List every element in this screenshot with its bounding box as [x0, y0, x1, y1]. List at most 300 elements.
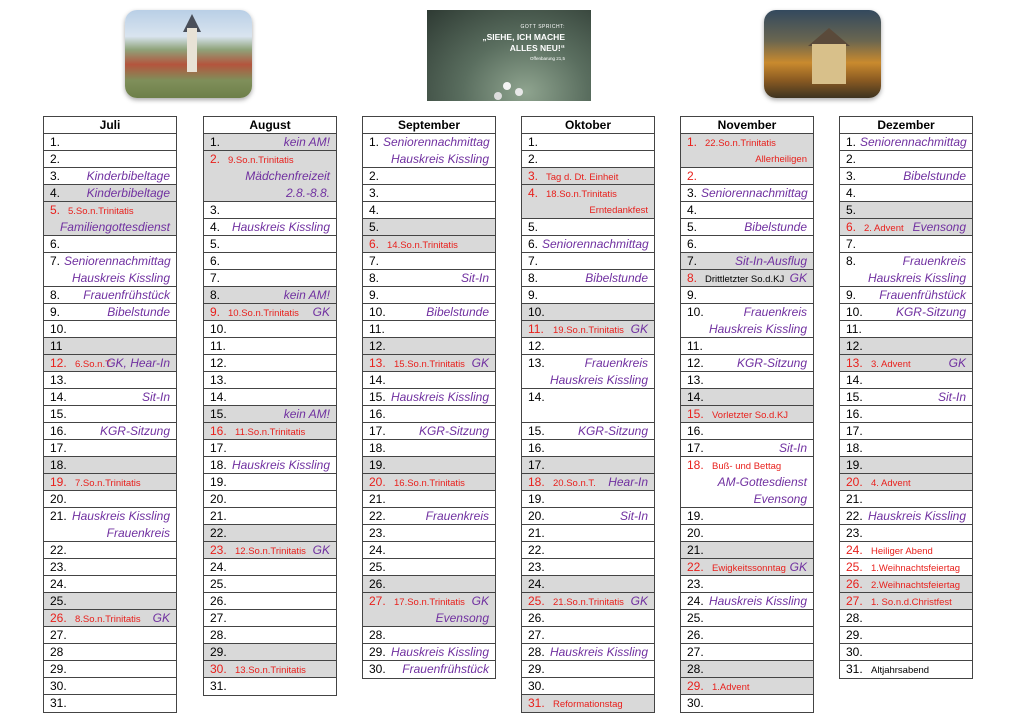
day-row	[363, 321, 495, 338]
day-number: 5.	[210, 237, 221, 251]
day-number: 22.	[369, 509, 386, 523]
day-row	[44, 236, 176, 253]
day-row	[681, 355, 813, 372]
day-row	[840, 525, 972, 542]
day-number: 29.	[210, 645, 227, 659]
day-number: 22.	[528, 543, 545, 557]
day-row	[522, 559, 654, 576]
day-row	[681, 372, 813, 389]
day-row	[681, 525, 813, 542]
day-number: 30.	[687, 696, 704, 710]
day-row	[204, 270, 336, 287]
day-row	[681, 508, 813, 525]
event-label: Frauenkreis	[584, 356, 648, 370]
day-number: 10.	[687, 305, 704, 319]
event-label: Hauskreis Kissling	[708, 322, 807, 336]
day-number: 30.	[210, 662, 227, 676]
day-number: 4.	[369, 203, 380, 217]
day-row	[204, 525, 336, 542]
event-label: kein AM!	[283, 135, 330, 149]
day-number: 27.	[687, 645, 704, 659]
day-number: 16.	[50, 424, 67, 438]
event-label: Frauenfrühstück	[402, 662, 489, 676]
month-title: Dezember	[840, 117, 972, 134]
day-number: 26.	[846, 577, 863, 591]
day-number: 18.	[846, 441, 863, 455]
event-label: Frauenkreis	[743, 305, 807, 319]
event-label: Sit-In	[778, 441, 807, 455]
event-label: GK	[948, 356, 966, 370]
day-row	[44, 355, 176, 372]
holiday-label: 11.So.n.Trinitatis	[235, 427, 306, 438]
day-row	[681, 661, 813, 678]
day-number: 8.	[846, 254, 857, 268]
day-row	[363, 185, 495, 202]
holiday-label: 6.So.n.T.	[75, 359, 113, 370]
month-column-august	[203, 116, 337, 696]
banner-line1: GOTT SPRICHT:	[520, 24, 565, 30]
day-number: 24.	[210, 560, 227, 574]
day-number: 1.	[50, 135, 61, 149]
day-number: 13.	[50, 373, 67, 387]
event-label: Sit-In	[460, 271, 489, 285]
day-number: 15.	[369, 390, 386, 404]
day-row	[522, 508, 654, 525]
day-row	[44, 559, 176, 576]
day-row	[44, 372, 176, 389]
day-row	[363, 134, 495, 168]
day-number: 12.	[50, 356, 67, 370]
day-number: 25.	[369, 560, 386, 574]
day-number: 2.	[369, 169, 380, 183]
event-label: Hauskreis Kissling	[549, 373, 648, 387]
autumn-church-photo	[764, 10, 881, 98]
day-number: 7.	[210, 271, 221, 285]
day-number: 22.	[846, 509, 863, 523]
holiday-label: Tag d. Dt. Einheit	[546, 172, 619, 183]
day-row	[204, 355, 336, 372]
day-number: 15.	[528, 424, 545, 438]
day-number: 8.	[687, 271, 698, 285]
day-number: 5.	[528, 220, 539, 234]
day-row	[363, 219, 495, 236]
day-number: 24.	[369, 543, 386, 557]
day-number: 25.	[846, 560, 863, 574]
day-number: 20.	[528, 509, 545, 523]
day-number: 21.	[528, 526, 545, 540]
day-row	[44, 423, 176, 440]
day-row	[840, 627, 972, 644]
day-row	[44, 185, 176, 202]
day-number: 9.	[50, 305, 61, 319]
day-row	[522, 525, 654, 542]
event-label: 2.8.-8.8.	[285, 186, 330, 200]
day-row	[681, 202, 813, 219]
day-number: 19.	[687, 509, 704, 523]
day-number: 3.	[369, 186, 380, 200]
day-row	[204, 202, 336, 219]
day-row	[44, 168, 176, 185]
event-label: Sit-In	[141, 390, 170, 404]
day-number: 26.	[687, 628, 704, 642]
bible-verse-banner	[427, 10, 591, 101]
day-row	[363, 457, 495, 474]
day-number: 27.	[210, 611, 227, 625]
day-number: 14.	[210, 390, 227, 404]
day-number: 6.	[846, 220, 857, 234]
day-row	[840, 304, 972, 321]
day-number: 27.	[369, 594, 386, 608]
holiday-label: 3. Advent	[871, 359, 911, 370]
holiday-label: 9.So.n.Trinitatis	[228, 155, 294, 166]
day-row	[363, 338, 495, 355]
day-row	[522, 440, 654, 457]
day-number: 30.	[369, 662, 386, 676]
day-row	[681, 440, 813, 457]
event-label: Frauenkreis	[106, 526, 170, 540]
event-label: Sit-In	[937, 390, 966, 404]
day-number: 30.	[528, 679, 545, 693]
day-number: 28	[50, 645, 64, 659]
day-number: 31.	[210, 679, 227, 693]
day-row	[204, 508, 336, 525]
day-row	[204, 134, 336, 151]
event-label: Hauskreis Kissling	[71, 509, 170, 523]
day-row	[363, 253, 495, 270]
month-title: Juli	[44, 117, 176, 134]
day-number: 30.	[846, 645, 863, 659]
day-number: 11.	[687, 339, 703, 353]
day-row	[363, 661, 495, 678]
day-row	[204, 661, 336, 678]
day-number: 13.	[369, 356, 386, 370]
day-row	[204, 253, 336, 270]
day-row	[522, 185, 654, 219]
day-number: 23.	[369, 526, 386, 540]
day-number: 28.	[528, 645, 545, 659]
day-number: 18.	[528, 475, 545, 489]
event-label: Kinderbibeltage	[86, 169, 170, 183]
day-number: 22.	[210, 526, 227, 540]
event-label: GK	[471, 594, 489, 608]
day-row	[204, 304, 336, 321]
day-number: 9.	[687, 288, 698, 302]
day-number: 3.	[210, 203, 221, 217]
holiday-label: 7.So.n.Trinitatis	[75, 478, 141, 489]
event-label: Hauskreis Kissling	[708, 594, 807, 608]
holiday-label: Heiliger Abend	[871, 546, 933, 557]
holiday-label: 5.So.n.Trinitatis	[68, 206, 134, 217]
day-number: 9.	[528, 288, 539, 302]
day-number: 6.	[369, 237, 380, 251]
day-number: 21.	[50, 509, 67, 523]
day-row	[204, 593, 336, 610]
day-number: 4.	[687, 203, 698, 217]
day-number: 24.	[687, 594, 704, 608]
day-number: 15.	[687, 407, 704, 421]
day-note: Altjahrsabend	[871, 665, 930, 676]
day-number: 7.	[50, 254, 61, 268]
day-row	[522, 304, 654, 321]
event-label: Bibelstunde	[903, 169, 966, 183]
day-row	[44, 202, 176, 236]
day-row	[522, 270, 654, 287]
holiday-label: 4. Advent	[871, 478, 911, 489]
event-label: Sit-In-Ausflug	[734, 254, 807, 268]
day-row	[44, 287, 176, 304]
day-number: 10.	[846, 305, 863, 319]
day-row	[204, 610, 336, 627]
day-row	[522, 491, 654, 508]
day-row	[681, 253, 813, 270]
day-number: 1.	[846, 135, 857, 149]
day-row	[44, 627, 176, 644]
day-row	[840, 457, 972, 474]
day-row	[204, 389, 336, 406]
day-row	[522, 695, 654, 712]
day-number: 14.	[846, 373, 863, 387]
day-number: 8.	[369, 271, 380, 285]
day-number: 7.	[687, 254, 698, 268]
day-row	[522, 576, 654, 593]
day-number: 16.	[687, 424, 704, 438]
holiday-label: 13.So.n.Trinitatis	[235, 665, 306, 676]
day-row	[522, 644, 654, 661]
day-row	[204, 627, 336, 644]
event-label: Evensong	[435, 611, 489, 625]
day-row	[44, 542, 176, 559]
holiday-label: 22.So.n.Trinitatis	[705, 138, 776, 149]
day-row	[522, 253, 654, 270]
day-number: 26.	[369, 577, 386, 591]
day-number: 15.	[846, 390, 863, 404]
event-label: GK	[152, 611, 170, 625]
holiday-label: 17.So.n.Trinitatis	[394, 597, 465, 608]
day-row	[840, 202, 972, 219]
day-row	[363, 559, 495, 576]
day-row	[363, 542, 495, 559]
day-number: 19.	[369, 458, 386, 472]
day-number: 17.	[687, 441, 704, 455]
day-number: 4.	[210, 220, 221, 234]
day-number: 5.	[687, 220, 698, 234]
day-number: 12.	[846, 339, 863, 353]
event-label: GK	[312, 305, 330, 319]
day-number: 7.	[369, 254, 380, 268]
day-number: 20.	[846, 475, 863, 489]
event-label: Frauenkreis	[902, 254, 966, 268]
day-row	[681, 678, 813, 695]
event-label: kein AM!	[283, 407, 330, 421]
day-number: 6.	[687, 237, 698, 251]
day-row	[840, 644, 972, 661]
day-number: 20.	[50, 492, 67, 506]
day-number: 29.	[369, 645, 386, 659]
day-row	[44, 134, 176, 151]
day-row	[204, 457, 336, 474]
day-row	[522, 168, 654, 185]
day-row	[204, 440, 336, 457]
day-number: 21.	[687, 543, 704, 557]
day-row	[840, 440, 972, 457]
day-row	[681, 695, 813, 712]
event-label: Bibelstunde	[107, 305, 170, 319]
day-row	[204, 372, 336, 389]
day-number: 13.	[528, 356, 545, 370]
month-title: September	[363, 117, 495, 134]
day-row	[681, 270, 813, 287]
banner-reference: Offenbarung 21,5	[530, 56, 565, 61]
day-row	[681, 168, 813, 185]
holiday-label: 1. So.n.d.Christfest	[871, 597, 952, 608]
day-row	[204, 151, 336, 202]
event-label: Kinderbibeltage	[86, 186, 170, 200]
day-number: 3.	[846, 169, 857, 183]
day-number: 13.	[687, 373, 704, 387]
day-row	[840, 406, 972, 423]
day-number: 7.	[846, 237, 857, 251]
event-label: Hauskreis Kissling	[231, 458, 330, 472]
day-row	[522, 474, 654, 491]
day-number: 2.	[210, 152, 221, 166]
day-row	[840, 134, 972, 151]
day-row	[681, 304, 813, 338]
day-row	[840, 287, 972, 304]
event-label: Bibelstunde	[744, 220, 807, 234]
day-row	[522, 355, 654, 389]
holiday-label: 1.Weihnachtsfeiertag	[871, 563, 961, 574]
day-number: 28.	[210, 628, 227, 642]
day-row	[204, 542, 336, 559]
day-row	[681, 389, 813, 406]
event-label: GK	[630, 594, 648, 608]
month-column-oktober	[521, 116, 655, 713]
day-number: 11.	[528, 322, 544, 336]
holiday-label: Vorletzter So.d.KJ	[712, 410, 789, 421]
day-row	[44, 678, 176, 695]
day-row	[681, 576, 813, 593]
day-number: 8.	[50, 288, 61, 302]
holiday-label: Reformationstag	[553, 699, 623, 710]
day-number: 8.	[210, 288, 221, 302]
holiday-label: 2. Advent	[864, 223, 904, 234]
village-church-photo	[125, 10, 252, 98]
day-number: 18.	[210, 458, 227, 472]
day-row	[44, 406, 176, 423]
day-row	[840, 236, 972, 253]
day-row	[840, 661, 972, 678]
day-number: 23.	[50, 560, 67, 574]
event-label: KGR-Sitzung	[736, 356, 807, 370]
day-number: 12.	[687, 356, 704, 370]
day-number: 26.	[210, 594, 227, 608]
day-row	[363, 304, 495, 321]
day-number: 9.	[369, 288, 380, 302]
holiday-label: 21.So.n.Trinitatis	[553, 597, 624, 608]
day-number: 25.	[687, 611, 704, 625]
holiday-label: 15.So.n.Trinitatis	[394, 359, 465, 370]
holiday-label: 19.So.n.Trinitatis	[553, 325, 624, 336]
event-label: Seniorennachmittag	[860, 135, 967, 149]
day-row	[840, 338, 972, 355]
event-label: Bibelstunde	[585, 271, 648, 285]
day-row	[681, 627, 813, 644]
day-row	[204, 423, 336, 440]
day-number: 17.	[846, 424, 863, 438]
day-number: 5.	[846, 203, 857, 217]
day-number: 12.	[528, 339, 545, 353]
day-number: 3.	[528, 169, 539, 183]
day-number: 13.	[210, 373, 227, 387]
day-number: 3.	[687, 186, 698, 200]
holiday-label: 16.So.n.Trinitatis	[394, 478, 465, 489]
day-row	[681, 287, 813, 304]
day-row	[44, 338, 176, 355]
day-row	[522, 627, 654, 644]
day-number: 17.	[210, 441, 227, 455]
day-note: Drittletzter So.d.KJ	[705, 274, 785, 285]
day-row	[681, 338, 813, 355]
day-number: 19.	[528, 492, 545, 506]
day-number: 14.	[687, 390, 704, 404]
day-number: 25.	[528, 594, 545, 608]
day-row	[44, 253, 176, 287]
event-label: GK, Hear-In	[106, 356, 170, 370]
day-row	[681, 610, 813, 627]
day-number: 21.	[846, 492, 863, 506]
event-label: Seniorennachmittag	[701, 186, 808, 200]
day-row	[44, 695, 176, 712]
day-number: 2.	[50, 152, 61, 166]
day-row	[840, 491, 972, 508]
day-row	[204, 287, 336, 304]
day-row	[522, 219, 654, 236]
day-row	[204, 474, 336, 491]
holiday-label: 2.Weihnachtsfeiertag	[871, 580, 961, 591]
day-number: 17.	[369, 424, 386, 438]
event-label: Bibelstunde	[426, 305, 489, 319]
day-number: 6.	[50, 237, 61, 251]
event-label: Hauskreis Kissling	[867, 509, 966, 523]
holiday-label: 8.So.n.Trinitatis	[75, 614, 141, 625]
day-number: 20.	[687, 526, 704, 540]
day-row	[522, 457, 654, 474]
day-row	[681, 593, 813, 610]
day-row	[840, 185, 972, 202]
event-label: Hauskreis Kissling	[231, 220, 330, 234]
event-label: Hauskreis Kissling	[390, 390, 489, 404]
day-row	[44, 457, 176, 474]
day-number: 13.	[846, 356, 863, 370]
day-row	[522, 134, 654, 151]
event-label: GK	[789, 560, 807, 574]
event-label: KGR-Sitzung	[99, 424, 170, 438]
day-number: 11	[50, 339, 63, 353]
day-number: 2.	[687, 169, 698, 183]
day-number: 16.	[846, 407, 863, 421]
day-row	[363, 372, 495, 389]
day-number: 29.	[687, 679, 704, 693]
day-number: 27.	[50, 628, 67, 642]
day-row	[681, 406, 813, 423]
day-row	[44, 491, 176, 508]
day-row	[363, 423, 495, 440]
day-number: 31.	[50, 696, 67, 710]
day-row	[204, 338, 336, 355]
day-number: 31.	[846, 662, 863, 676]
day-number: 1.	[528, 135, 539, 149]
day-number: 1.	[369, 135, 380, 149]
